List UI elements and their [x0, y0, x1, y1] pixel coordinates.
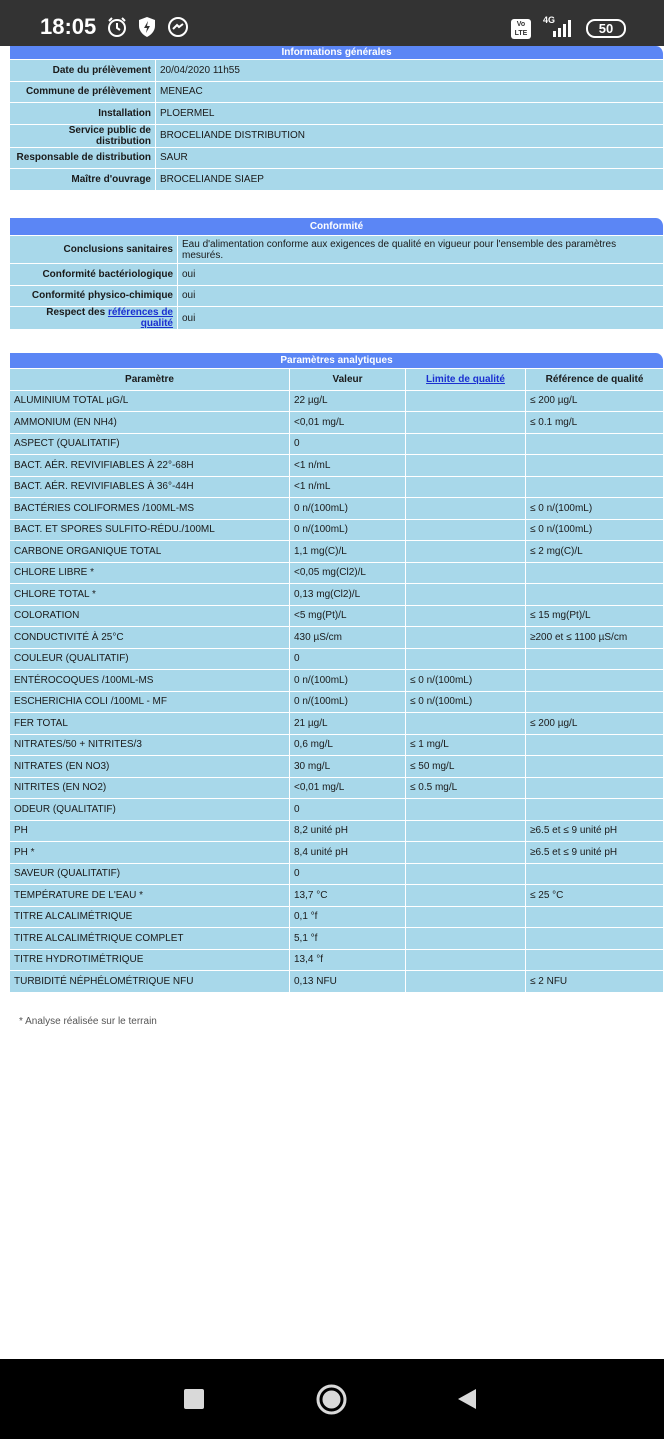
param-cell: ODEUR (QUALITATIF) [10, 799, 290, 821]
value-cell: 13,4 °f [290, 950, 406, 972]
reference-cell [526, 434, 664, 456]
general-info-header: Informations générales [10, 46, 664, 60]
alarm-icon [106, 16, 128, 38]
limit-cell [406, 799, 526, 821]
limit-cell [406, 606, 526, 628]
param-cell: NITRATES (EN NO3) [10, 756, 290, 778]
param-cell: CHLORE TOTAL * [10, 584, 290, 606]
conclusions-label: Conclusions sanitaires [10, 236, 178, 264]
param-cell: BACT. ET SPORES SULFITO-RÉDU./100ML [10, 520, 290, 542]
reference-cell [526, 477, 664, 499]
messenger-icon [167, 16, 189, 38]
value-cell: 30 mg/L [290, 756, 406, 778]
table-row [10, 584, 664, 606]
table-row [10, 169, 664, 191]
param-cell: SAVEUR (QUALITATIF) [10, 864, 290, 886]
value-cell: 0 n/(100mL) [290, 670, 406, 692]
value-cell: <5 mg(Pt)/L [290, 606, 406, 628]
value-cell: 0 n/(100mL) [290, 692, 406, 714]
network-type: 4G [543, 15, 556, 25]
date-value: 20/04/2020 11h55 [156, 60, 664, 82]
references-qualite-link[interactable]: références de qualité [107, 307, 173, 329]
shield-bolt-icon [137, 16, 157, 38]
limit-cell [406, 434, 526, 456]
table-row [10, 864, 664, 886]
maitre-label: Maître d'ouvrage [10, 169, 156, 191]
reference-cell [526, 649, 664, 671]
limite-qualite-link[interactable]: Limite de qualité [426, 373, 505, 385]
table-row [10, 885, 664, 907]
table-row [10, 236, 664, 264]
limit-cell [406, 971, 526, 993]
limit-cell [406, 885, 526, 907]
commune-label: Commune de prélèvement [10, 82, 156, 104]
limit-cell: ≤ 0 n/(100mL) [406, 692, 526, 714]
param-cell: TITRE HYDROTIMÉTRIQUE [10, 950, 290, 972]
reference-cell [526, 563, 664, 585]
limit-cell [406, 391, 526, 413]
reference-cell: ≤ 25 °C [526, 885, 664, 907]
installation-value: PLOERMEL [156, 103, 664, 125]
value-cell: 0 n/(100mL) [290, 498, 406, 520]
table-row [10, 477, 664, 499]
table-row [10, 756, 664, 778]
limit-cell [406, 520, 526, 542]
table-row [10, 60, 664, 82]
table-row [10, 412, 664, 434]
responsable-label: Responsable de distribution [10, 148, 156, 170]
param-cell: ENTÉROCOQUES /100ML-MS [10, 670, 290, 692]
table-row [10, 307, 664, 330]
parametres-header: Paramètres analytiques [10, 353, 664, 369]
value-cell: 8,4 unité pH [290, 842, 406, 864]
limit-cell [406, 649, 526, 671]
param-cell: ESCHERICHIA COLI /100ML - MF [10, 692, 290, 714]
table-row [10, 606, 664, 628]
limit-cell [406, 950, 526, 972]
value-cell: 8,2 unité pH [290, 821, 406, 843]
value-cell: 13,7 °C [290, 885, 406, 907]
date-label: Date du prélèvement [10, 60, 156, 82]
conformite-header: Conformité [10, 218, 664, 236]
table-row [10, 264, 664, 286]
table-row [10, 799, 664, 821]
value-cell: <0,05 mg(Cl2)/L [290, 563, 406, 585]
value-cell: 0 [290, 434, 406, 456]
limit-cell [406, 864, 526, 886]
home-button[interactable] [316, 1384, 347, 1415]
table-row [10, 391, 664, 413]
commune-value: MENEAC [156, 82, 664, 104]
general-info-table [10, 46, 664, 191]
limit-cell [406, 584, 526, 606]
value-cell: 22 µg/L [290, 391, 406, 413]
value-cell: 430 µS/cm [290, 627, 406, 649]
table-row [10, 842, 664, 864]
limit-cell: ≤ 0.5 mg/L [406, 778, 526, 800]
table-row [10, 713, 664, 735]
value-cell: 1,1 mg(C)/L [290, 541, 406, 563]
limit-cell: ≤ 50 mg/L [406, 756, 526, 778]
limit-cell: ≤ 0 n/(100mL) [406, 670, 526, 692]
physico-value: oui [178, 286, 664, 308]
respect-prefix: Respect des [46, 307, 108, 318]
reference-cell: ≤ 15 mg(Pt)/L [526, 606, 664, 628]
respect-value: oui [178, 307, 664, 330]
col-reference: Référence de qualité [526, 369, 664, 391]
service-value: BROCELIANDE DISTRIBUTION [156, 125, 664, 148]
param-cell: BACT. AÉR. REVIVIFIABLES À 36°-44H [10, 477, 290, 499]
limit-cell [406, 821, 526, 843]
value-cell: 0 n/(100mL) [290, 520, 406, 542]
reference-cell: ≤ 2 mg(C)/L [526, 541, 664, 563]
param-cell: COULEUR (QUALITATIF) [10, 649, 290, 671]
param-cell: CARBONE ORGANIQUE TOTAL [10, 541, 290, 563]
table-row [10, 670, 664, 692]
col-valeur: Valeur [290, 369, 406, 391]
param-cell: CONDUCTIVITÉ À 25°C [10, 627, 290, 649]
table-row [10, 125, 664, 148]
table-row [10, 928, 664, 950]
recents-button[interactable] [184, 1389, 204, 1409]
table-row [10, 907, 664, 929]
reference-cell [526, 692, 664, 714]
reference-cell: ≤ 0 n/(100mL) [526, 520, 664, 542]
reference-cell [526, 735, 664, 757]
parametres-table [10, 353, 664, 993]
volte-icon [511, 19, 531, 39]
table-row [10, 971, 664, 993]
table-header-row [10, 369, 664, 391]
value-cell: 5,1 °f [290, 928, 406, 950]
table-row [10, 950, 664, 972]
responsable-value: SAUR [156, 148, 664, 170]
value-cell: 0 [290, 649, 406, 671]
reference-cell [526, 928, 664, 950]
signal-icon [543, 18, 577, 38]
conclusions-value: Eau d'alimentation conforme aux exigences de qualité en vigueur pour l'ensemble des paramètres mesurés. [178, 236, 664, 264]
footnote: * Analyse réalisée sur le terrain [19, 1016, 157, 1027]
table-row [10, 286, 664, 308]
table-row [10, 649, 664, 671]
value-cell: 0 [290, 799, 406, 821]
param-cell: ALUMINIUM TOTAL µG/L [10, 391, 290, 413]
table-row [10, 563, 664, 585]
reference-cell [526, 950, 664, 972]
reference-cell [526, 670, 664, 692]
table-row [10, 520, 664, 542]
reference-cell: ≤ 200 µg/L [526, 713, 664, 735]
param-cell: ASPECT (QUALITATIF) [10, 434, 290, 456]
param-cell: AMMONIUM (EN NH4) [10, 412, 290, 434]
parametres-body [10, 391, 664, 993]
reference-cell: ≥6.5 et ≤ 9 unité pH [526, 821, 664, 843]
web-page[interactable] [0, 46, 664, 1359]
reference-cell [526, 864, 664, 886]
param-cell: CHLORE LIBRE * [10, 563, 290, 585]
value-cell: <1 n/mL [290, 477, 406, 499]
clock: 18:05 [40, 14, 97, 39]
volte-label: Vo LTE [514, 21, 528, 37]
navigation-bar [0, 1359, 664, 1439]
back-button[interactable] [456, 1387, 478, 1411]
service-label: Service public de distribution [10, 125, 156, 148]
param-cell: TITRE ALCALIMÉTRIQUE COMPLET [10, 928, 290, 950]
table-row [10, 82, 664, 104]
value-cell: <0,01 mg/L [290, 412, 406, 434]
reference-cell [526, 799, 664, 821]
param-cell: BACTÉRIES COLIFORMES /100ML-MS [10, 498, 290, 520]
table-row [10, 627, 664, 649]
value-cell: 0,1 °f [290, 907, 406, 929]
param-cell: NITRATES/50 + NITRITES/3 [10, 735, 290, 757]
table-row [10, 692, 664, 714]
col-limite [406, 369, 526, 391]
table-row [10, 103, 664, 125]
reference-cell: ≤ 200 µg/L [526, 391, 664, 413]
maitre-value: BROCELIANDE SIAEP [156, 169, 664, 191]
status-bar [0, 0, 664, 46]
param-cell: NITRITES (EN NO2) [10, 778, 290, 800]
param-cell: PH [10, 821, 290, 843]
limit-cell [406, 928, 526, 950]
param-cell: COLORATION [10, 606, 290, 628]
reference-cell: ≤ 0.1 mg/L [526, 412, 664, 434]
limit-cell [406, 498, 526, 520]
limit-cell [406, 627, 526, 649]
table-row [10, 498, 664, 520]
limit-cell: ≤ 1 mg/L [406, 735, 526, 757]
limit-cell [406, 563, 526, 585]
table-row [10, 541, 664, 563]
value-cell: 0,6 mg/L [290, 735, 406, 757]
reference-cell: ≥6.5 et ≤ 9 unité pH [526, 842, 664, 864]
value-cell: <1 n/mL [290, 455, 406, 477]
table-row [10, 735, 664, 757]
param-cell: PH * [10, 842, 290, 864]
table-row [10, 778, 664, 800]
table-row [10, 434, 664, 456]
table-row [10, 821, 664, 843]
battery-icon [586, 19, 626, 38]
reference-cell [526, 584, 664, 606]
limit-cell [406, 412, 526, 434]
bact-label: Conformité bactériologique [10, 264, 178, 286]
limit-cell [406, 455, 526, 477]
value-cell: 0,13 NFU [290, 971, 406, 993]
installation-label: Installation [10, 103, 156, 125]
table-row [10, 148, 664, 170]
col-parametre: Paramètre [10, 369, 290, 391]
value-cell: 21 µg/L [290, 713, 406, 735]
reference-cell: ≤ 0 n/(100mL) [526, 498, 664, 520]
reference-cell [526, 778, 664, 800]
physico-label: Conformité physico-chimique [10, 286, 178, 308]
value-cell: 0 [290, 864, 406, 886]
limit-cell [406, 907, 526, 929]
limit-cell [406, 842, 526, 864]
limit-cell [406, 477, 526, 499]
value-cell: <0,01 mg/L [290, 778, 406, 800]
reference-cell: ≤ 2 NFU [526, 971, 664, 993]
bact-value: oui [178, 264, 664, 286]
limit-cell [406, 541, 526, 563]
reference-cell: ≥200 et ≤ 1100 µS/cm [526, 627, 664, 649]
conformite-table [10, 218, 664, 330]
reference-cell [526, 907, 664, 929]
reference-cell [526, 455, 664, 477]
param-cell: BACT. AÉR. REVIVIFIABLES À 22°-68H [10, 455, 290, 477]
battery-level: 50 [598, 21, 614, 36]
value-cell: 0,13 mg(Cl2)/L [290, 584, 406, 606]
reference-cell [526, 756, 664, 778]
param-cell: TURBIDITÉ NÉPHÉLOMÉTRIQUE NFU [10, 971, 290, 993]
limit-cell [406, 713, 526, 735]
param-cell: TITRE ALCALIMÉTRIQUE [10, 907, 290, 929]
param-cell: TEMPÉRATURE DE L'EAU * [10, 885, 290, 907]
respect-label [10, 307, 178, 330]
table-row [10, 455, 664, 477]
param-cell: FER TOTAL [10, 713, 290, 735]
